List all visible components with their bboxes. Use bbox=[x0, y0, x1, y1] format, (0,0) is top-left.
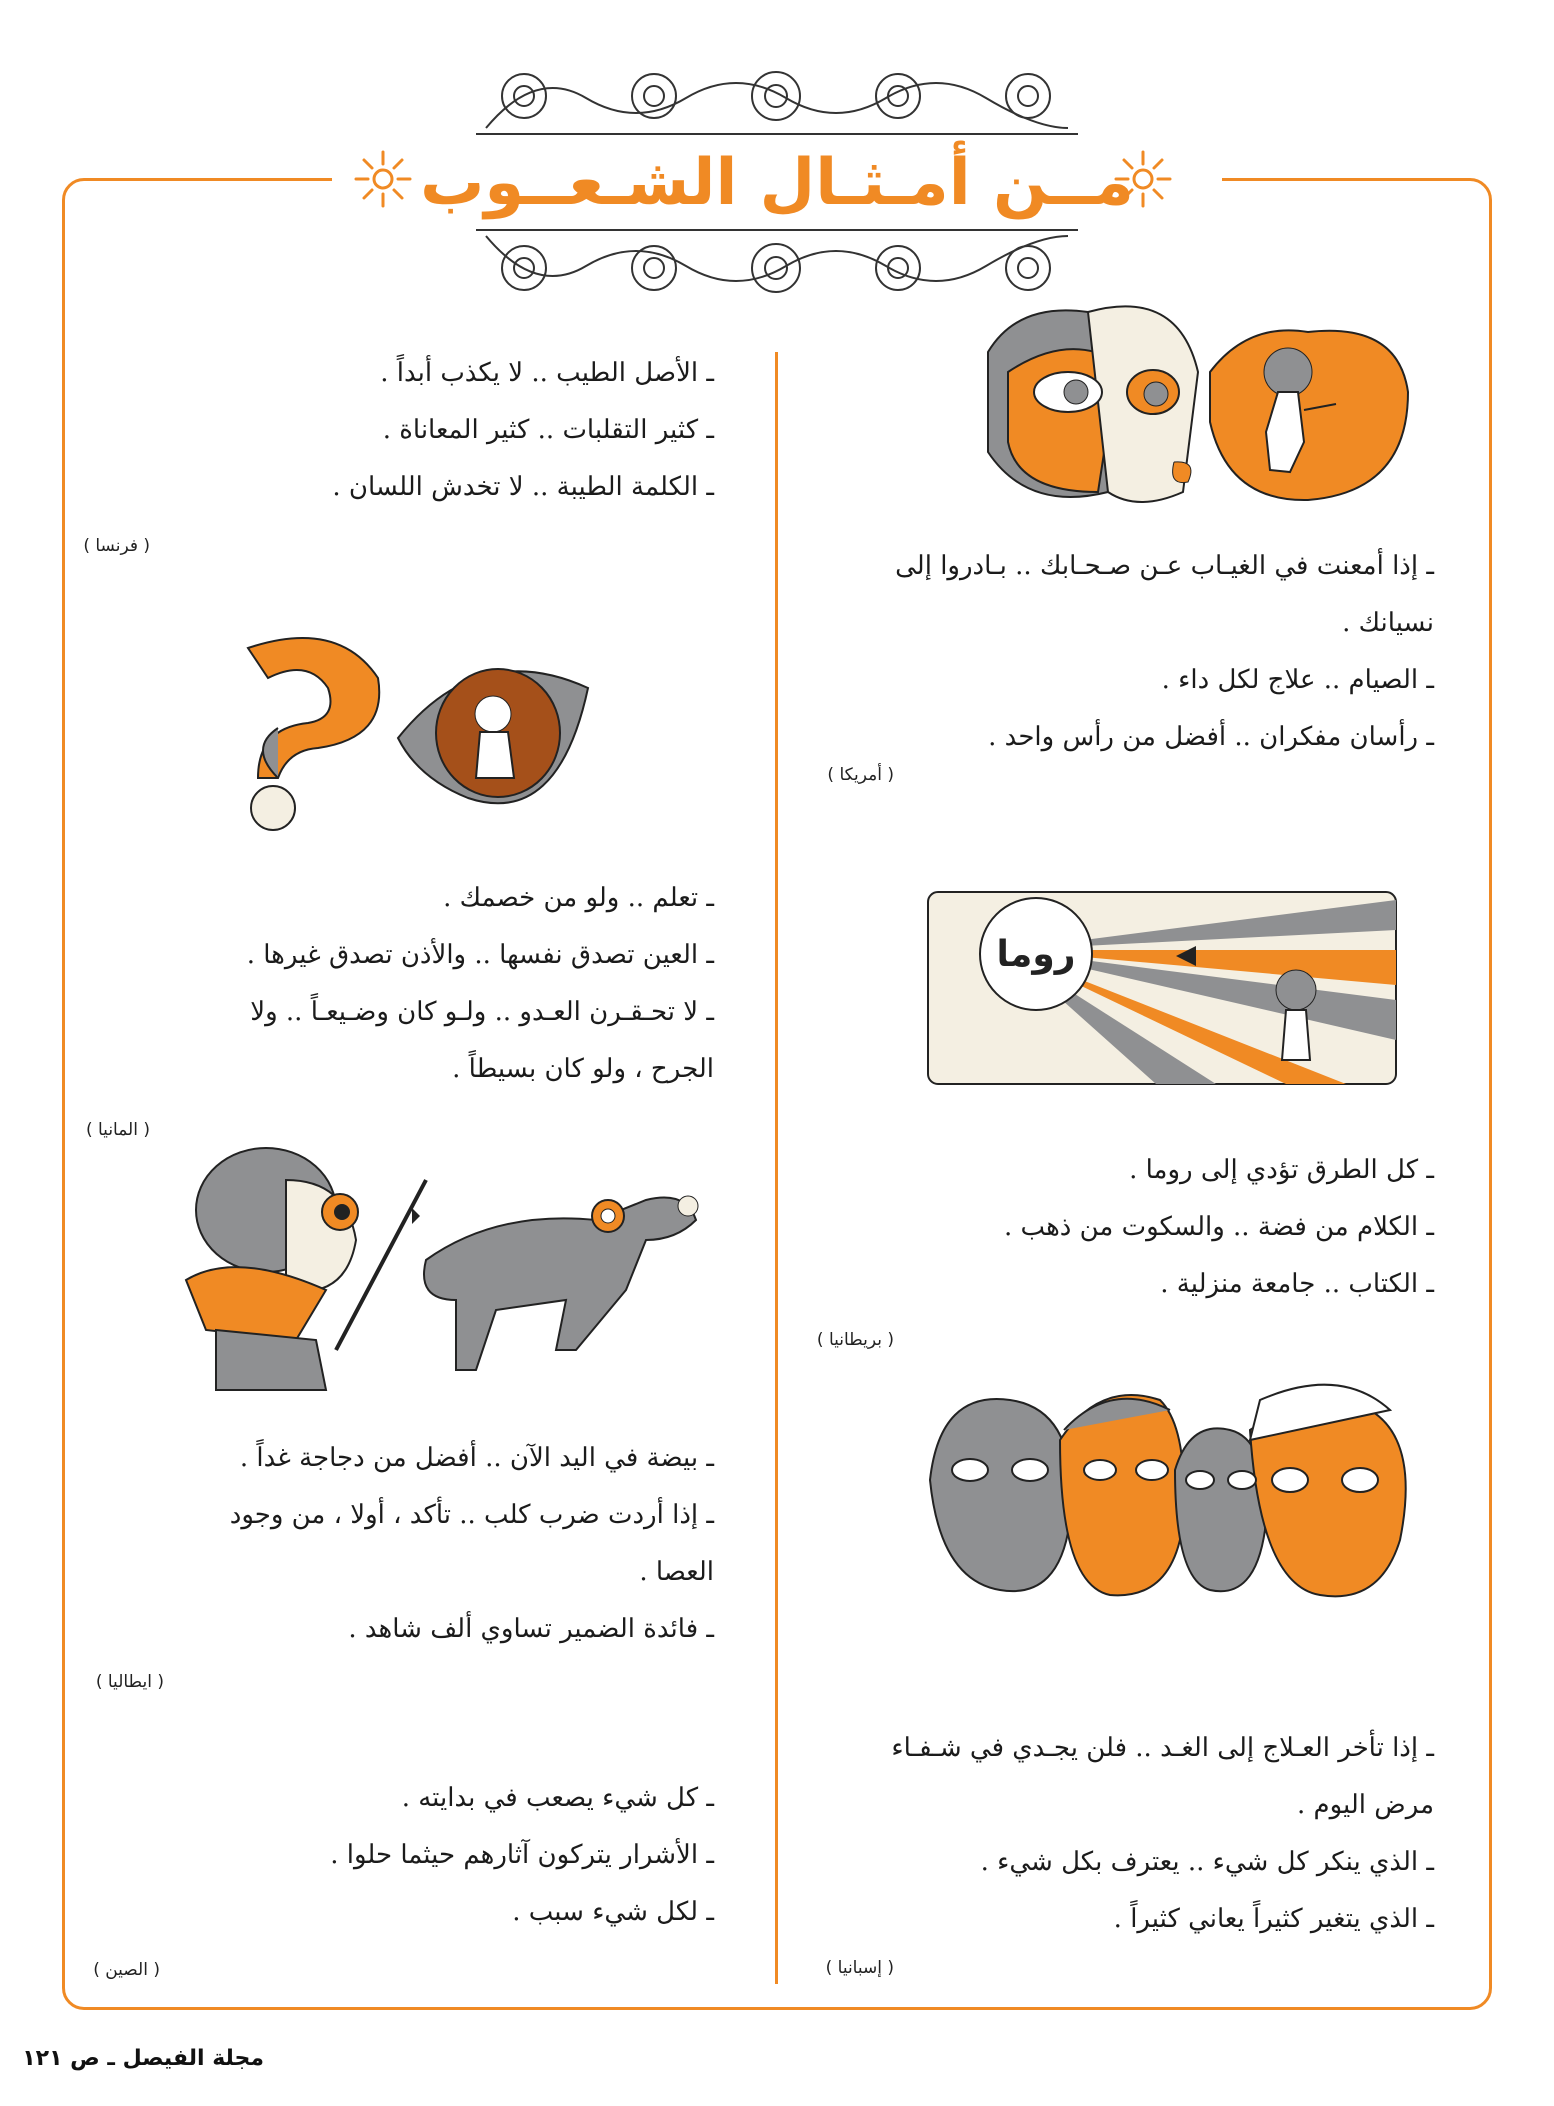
proverbs-britain bbox=[794, 1142, 1434, 1313]
proverb-line: ـ الكلمة الطيبة .. لا تخدش اللسان . bbox=[332, 472, 714, 502]
country-label-china: ( الصين ) bbox=[93, 1960, 160, 1980]
proverb-line: ـ لكل شيء سبب . bbox=[512, 1897, 714, 1927]
proverb-line: ـ الذي ينكر كل شيء .. يعترف بكل شيء . bbox=[980, 1847, 1434, 1877]
column-divider bbox=[775, 352, 778, 1984]
proverb-line: الجرح ، ولو كان بسيطاً . bbox=[452, 1054, 714, 1084]
proverb-line: ـ العين تصدق نفسها .. والأذن تصدق غيرها . bbox=[246, 940, 714, 970]
page-title: مــن أمـثـال الشـعــوب bbox=[420, 146, 1134, 220]
country-label-spain: ( إسبانيا ) bbox=[825, 1958, 894, 1978]
proverb-line: ـ الكتاب .. جامعة منزلية . bbox=[1160, 1269, 1434, 1299]
country-label-usa: ( أمريكا ) bbox=[827, 765, 894, 785]
proverb-line: ـ الصيام .. علاج لكل داء . bbox=[1161, 665, 1434, 695]
illustration-four-faces bbox=[920, 1370, 1440, 1620]
rome-sign-text: روما bbox=[996, 934, 1076, 975]
illustration-boy-and-dog bbox=[176, 1140, 716, 1400]
proverb-line: ـ إذا تأخر العـلاج إلى الغـد .. فلن يجـدي في شـفـاء bbox=[891, 1733, 1434, 1763]
ornament-top bbox=[476, 58, 1078, 138]
proverb-line: ـ لا تحـقـرن العـدو .. ولـو كان وضـيعـاً .. ولا bbox=[250, 997, 714, 1027]
country-label-france: ( فرنسا ) bbox=[83, 536, 150, 556]
proverb-line: ـ الأشرار يتركون آثارهم حيثما حلوا . bbox=[330, 1840, 714, 1870]
proverbs-spain bbox=[794, 1720, 1434, 1948]
proverbs-usa bbox=[794, 538, 1434, 766]
proverbs-china bbox=[74, 1770, 714, 1941]
proverb-line: ـ الذي يتغير كثيراً يعاني كثيراً . bbox=[1113, 1904, 1434, 1934]
page-footer: مجلة الفيصل ـ ص ١٢١ bbox=[22, 2046, 264, 2071]
sun-ornament-left-icon bbox=[352, 148, 414, 210]
proverb-line: ـ تعلم .. ولو من خصمك . bbox=[443, 883, 714, 913]
proverb-line: ـ كل شيء يصعب في بدايته . bbox=[401, 1783, 714, 1813]
proverb-line: ـ بيضة في اليد الآن .. أفضل من دجاجة غداً . bbox=[239, 1443, 714, 1473]
country-label-italy: ( ايطاليا ) bbox=[95, 1672, 164, 1692]
proverb-line: ـ إذا أمعنت في الغيـاب عـن صـحـابك .. بـادروا إلى bbox=[895, 551, 1434, 581]
illustration-faces-bubble bbox=[948, 292, 1428, 516]
proverb-line: العصا . bbox=[639, 1557, 714, 1587]
proverb-line: ـ الأصل الطيب .. لا يكذب أبداً . bbox=[380, 358, 714, 388]
proverbs-italy bbox=[74, 1430, 714, 1658]
proverb-line: ـ إذا أردت ضرب كلب .. تأكد ، أولا ، من وجود bbox=[229, 1500, 714, 1530]
illustration-question-eye bbox=[218, 628, 598, 838]
illustration-road-to-rome bbox=[926, 890, 1398, 1086]
proverb-line: ـ فائدة الضمير تساوي ألف شاهد . bbox=[348, 1614, 714, 1644]
proverb-line: ـ كثير التقلبات .. كثير المعاناة . bbox=[382, 415, 714, 445]
proverb-line: ـ الكلام من فضة .. والسكوت من ذهب . bbox=[1004, 1212, 1434, 1242]
proverb-line: مرض اليوم . bbox=[1296, 1790, 1434, 1820]
proverb-line: ـ رأسان مفكران .. أفضل من رأس واحد . bbox=[988, 722, 1434, 752]
proverbs-france bbox=[74, 345, 714, 516]
country-label-britain: ( بريطانيا ) bbox=[816, 1330, 894, 1350]
proverbs-germany bbox=[74, 870, 714, 1098]
proverb-line: ـ كل الطرق تؤدي إلى روما . bbox=[1129, 1155, 1434, 1185]
proverb-line: نسيانك . bbox=[1342, 608, 1434, 638]
country-label-germany: ( المانيا ) bbox=[85, 1120, 150, 1140]
